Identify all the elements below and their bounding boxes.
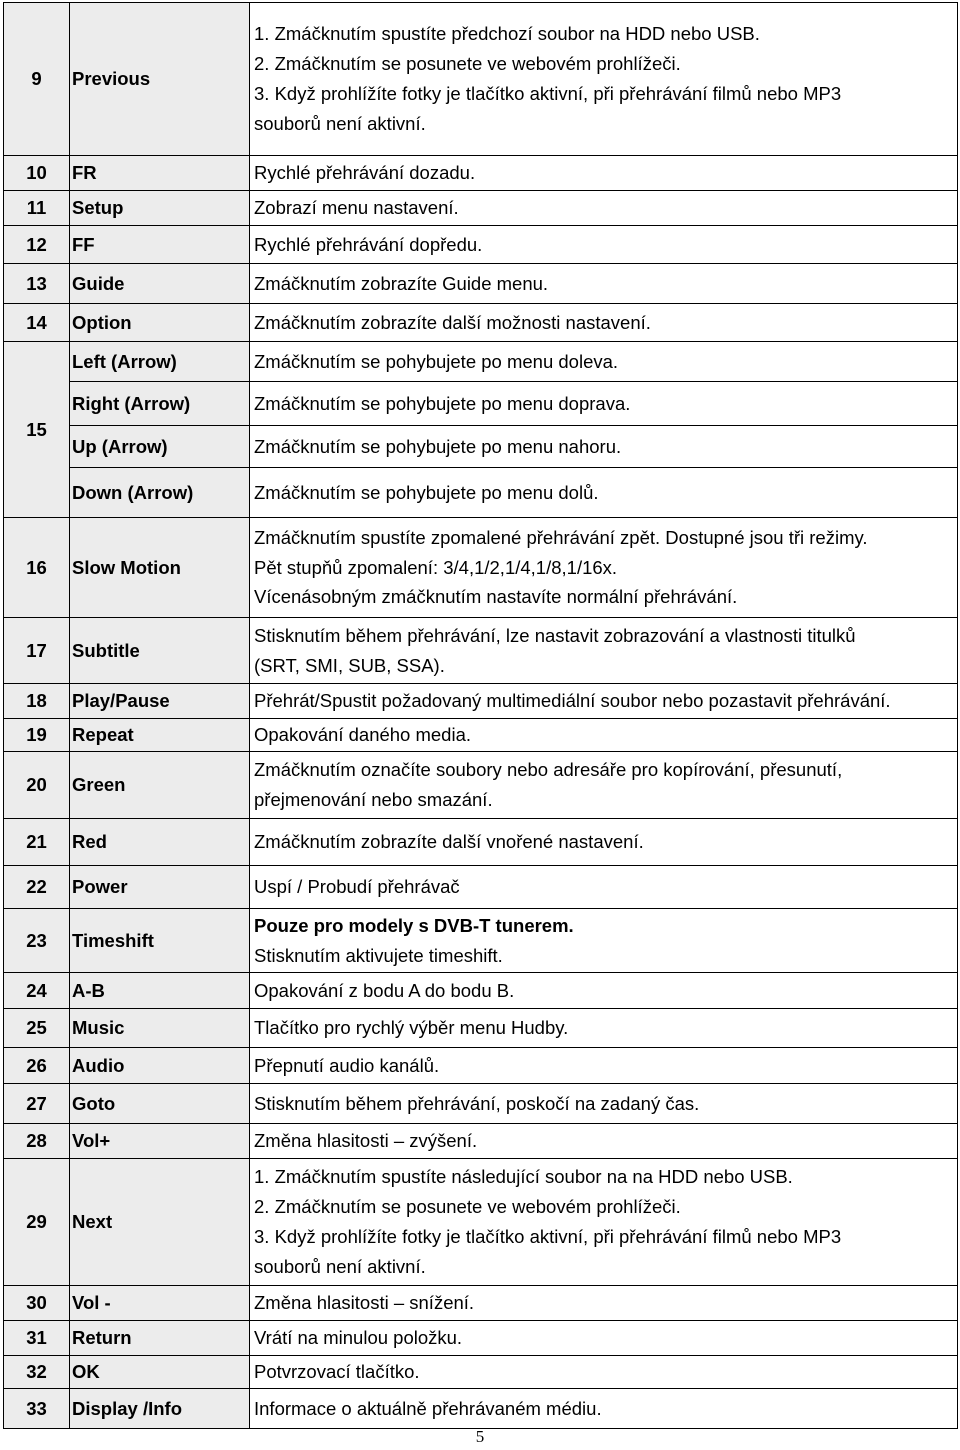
button-description [250,866,958,909]
description-line: přejmenování nebo smazání. [254,789,493,810]
button-description [250,1048,958,1084]
description-line: 1. Zmáčknutím spustíte předchozí soubor na HDD nebo USB. [254,23,760,45]
table-row [4,156,958,191]
button-name: Slow Motion [70,518,250,618]
description-line: souborů není aktivní. [254,112,426,134]
table-row [4,191,958,226]
button-description [250,719,958,752]
description-line: Pouze pro modely s DVB-T tunerem. [254,914,574,936]
description-line: Informace o aktuálně přehrávaném médiu. [254,1397,602,1419]
description-line: Zmáčknutím zobrazíte další vnořené nastavení. [254,831,644,853]
description-line: Tlačítko pro rychlý výběr menu Hudby. [254,1017,569,1039]
button-name: Music [70,1009,250,1048]
table-row [4,518,958,618]
button-description [250,1389,958,1429]
button-name: Guide [70,264,250,304]
row-number: 16 [4,518,70,618]
description-line: Stisknutím aktivujete timeshift. [254,944,503,966]
description-line: Zmáčknutím zobrazíte Guide menu. [254,272,549,294]
table-row [4,1286,958,1321]
description-line: 2. Zmáčknutím se posunete ve webovém prohlížeči. [254,53,681,75]
button-name: Audio [70,1048,250,1084]
button-description: Zmáčknutím se pohybujete po menu doleva. [250,342,958,382]
table-row [4,468,958,518]
row-number: 20 [4,752,70,819]
table-row [4,1124,958,1159]
row-number: 25 [4,1009,70,1048]
row-number: 32 [4,1356,70,1389]
button-description [250,226,958,264]
description-line: 3. Když prohlížíte fotky je tlačítko aktivní, při přehrávání filmů nebo MP3 [254,1226,842,1247]
button-description [250,1321,958,1356]
description-line: souborů není aktivní. [254,1255,426,1277]
table-row [4,973,958,1009]
table-row [4,382,958,426]
table-row [4,426,958,468]
row-number: 33 [4,1389,70,1429]
button-name: Left (Arrow) [70,342,250,382]
button-name: Right (Arrow) [70,382,250,426]
table-row [4,719,958,752]
table-row [4,819,958,866]
row-number: 12 [4,226,70,264]
button-name: Subtitle [70,618,250,684]
button-name: Power [70,866,250,909]
row-number: 31 [4,1321,70,1356]
button-description [250,1084,958,1124]
button-name: Up (Arrow) [70,426,250,468]
description-line: Zmáčknutím zobrazíte další možnosti nastavení. [254,311,651,333]
description-line: Stisknutím během přehrávání, lze nastavit zobrazování a vlastnosti titulků [254,624,856,646]
description-line: Opakování daného media. [254,724,472,746]
description-line: Změna hlasitosti – snížení. [254,1292,475,1314]
button-description [250,191,958,226]
row-number: 30 [4,1286,70,1321]
table-row [4,1356,958,1389]
description-line: Stisknutím během přehrávání, poskočí na zadaný čas. [254,1092,700,1114]
description-line: (SRT, SMI, SUB, SSA). [254,654,445,676]
row-number: 19 [4,719,70,752]
table-row [4,752,958,819]
row-number: 10 [4,156,70,191]
table-row [4,684,958,719]
button-name: Repeat [70,719,250,752]
table-row [4,909,958,973]
remote-buttons-table [3,2,958,1429]
description-line: Rychlé přehrávání dozadu. [254,162,476,184]
button-description: Zmáčknutím se pohybujete po menu doprava. [250,382,958,426]
button-name: Vol+ [70,1124,250,1159]
button-name: Play/Pause [70,684,250,719]
description-line: Přepnutí audio kanálů. [254,1054,440,1076]
row-number: 18 [4,684,70,719]
description-line: Zobrazí menu nastavení. [254,197,459,219]
table-row [4,618,958,684]
button-description [250,264,958,304]
description-line: 3. Když prohlížíte fotky je tlačítko aktivní, při přehrávání filmů nebo MP3 [254,83,842,104]
description-line: Opakování z bodu A do bodu B. [254,979,515,1001]
description-line: Změna hlasitosti – zvýšení. [254,1130,478,1152]
button-name: Timeshift [70,909,250,973]
description-line: Zmáčknutím spustíte zpomalené přehrávání zpět. Dostupné jsou tři režimy. [254,526,868,548]
button-description [250,973,958,1009]
button-description [250,752,958,819]
row-number: 23 [4,909,70,973]
button-description [250,1356,958,1389]
button-name: Setup [70,191,250,226]
description-line: Uspí / Probudí přehrávač [254,876,460,898]
button-description: Zmáčknutím se pohybujete po menu dolů. [250,468,958,518]
button-name: Green [70,752,250,819]
button-description [250,1159,958,1286]
button-description [250,1286,958,1321]
table-row [4,1321,958,1356]
button-description [250,684,958,719]
button-name: Down (Arrow) [70,468,250,518]
button-name: Display /Info [70,1389,250,1429]
row-number: 29 [4,1159,70,1286]
row-number: 22 [4,866,70,909]
button-name: FR [70,156,250,191]
button-description [250,618,958,684]
description-line: Zmáčknutím označíte soubory nebo adresáře pro kopírování, přesunutí, [254,759,843,781]
button-name: A-B [70,973,250,1009]
table-row [4,304,958,342]
table-row [4,866,958,909]
table-row [4,226,958,264]
button-name: Vol - [70,1286,250,1321]
description-line: Přehrát/Spustit požadovaný multimediální soubor nebo pozastavit přehrávání. [254,690,891,712]
button-name: Previous [70,3,250,156]
row-number: 21 [4,819,70,866]
description-line: 2. Zmáčknutím se posunete ve webovém prohlížeči. [254,1196,681,1218]
description-line: Pět stupňů zpomalení: 3/4,1/2,1/4,1/8,1/16x. [254,556,618,578]
row-number: 11 [4,191,70,226]
table-row [4,264,958,304]
table-body [4,3,958,1429]
table-row [4,1048,958,1084]
button-description [250,518,958,618]
button-name: Next [70,1159,250,1286]
button-name: Red [70,819,250,866]
table-row [4,1084,958,1124]
row-number: 26 [4,1048,70,1084]
table-row [4,3,958,156]
table-row [4,1159,958,1286]
button-name: Return [70,1321,250,1356]
button-name: Option [70,304,250,342]
row-number: 15 [4,342,70,518]
button-description [250,156,958,191]
description-line: Vrátí na minulou položku. [254,1327,463,1349]
table-row [4,1009,958,1048]
button-description: Zmáčknutím se pohybujete po menu nahoru. [250,426,958,468]
page-number: 5 [475,1427,485,1446]
description-line: Vícenásobným zmáčknutím nastavíte normální přehrávání. [254,586,738,608]
button-name: OK [70,1356,250,1389]
row-number: 14 [4,304,70,342]
table-row [4,1389,958,1429]
row-number: 28 [4,1124,70,1159]
row-number: 9 [4,3,70,156]
button-description [250,3,958,156]
description-line: Potvrzovací tlačítko. [254,1361,420,1383]
row-number: 27 [4,1084,70,1124]
row-number: 17 [4,618,70,684]
row-number: 24 [4,973,70,1009]
button-description [250,1009,958,1048]
button-description [250,1124,958,1159]
button-name: Goto [70,1084,250,1124]
table-row [4,342,958,382]
description-line: Rychlé přehrávání dopředu. [254,233,483,255]
button-description [250,819,958,866]
description-line: 1. Zmáčknutím spustíte následující soubor na na HDD nebo USB. [254,1166,793,1188]
row-number: 13 [4,264,70,304]
button-name: FF [70,226,250,264]
button-description [250,304,958,342]
button-description [250,909,958,973]
